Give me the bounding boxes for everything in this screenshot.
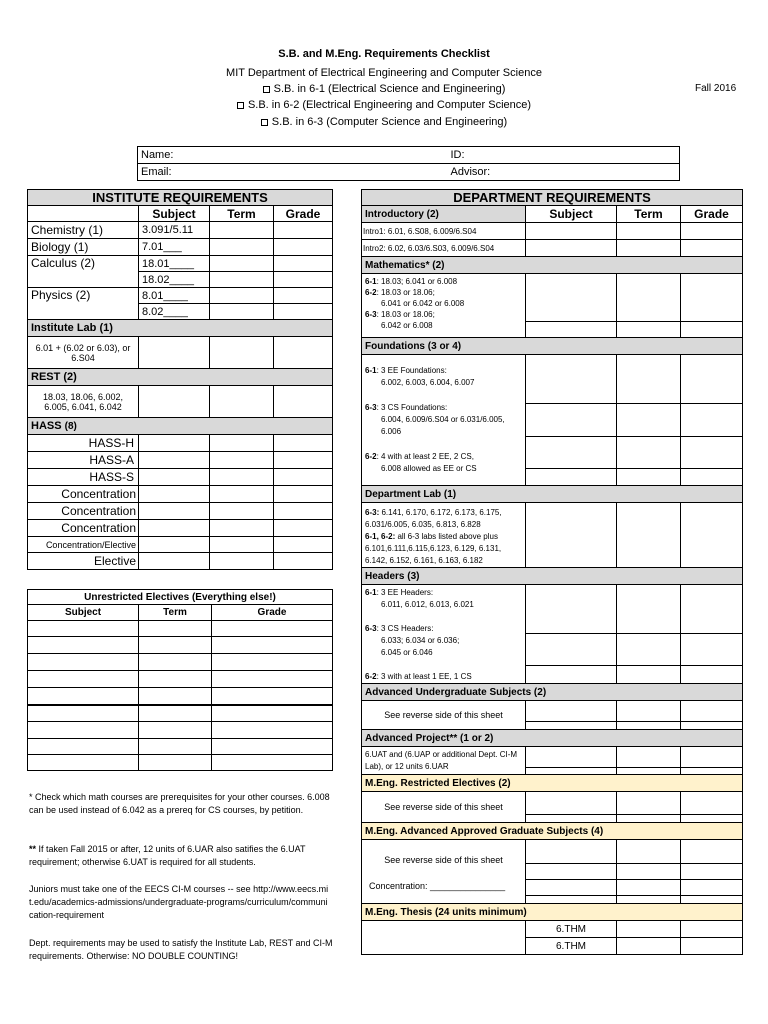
- term-cell[interactable]: [210, 304, 274, 320]
- meng-restricted-heading: M.Eng. Restricted Electives (2): [362, 775, 743, 792]
- col-subject: Subject: [526, 206, 617, 223]
- subject-cell[interactable]: [526, 503, 617, 568]
- intro1-label: Intro1: 6.01, 6.S08, 6.009/6.S04: [362, 223, 526, 240]
- advisor-field[interactable]: Advisor:: [448, 164, 680, 181]
- term-cell[interactable]: [617, 503, 681, 568]
- foundation-term-cells[interactable]: [617, 355, 681, 486]
- term-cell[interactable]: [139, 637, 212, 654]
- term-cell[interactable]: [139, 722, 212, 739]
- email-field[interactable]: Email:: [138, 164, 448, 181]
- term-cell[interactable]: [139, 654, 212, 671]
- subject-cell[interactable]: 18.02____: [139, 272, 210, 288]
- term-cell[interactable]: [210, 503, 274, 520]
- subject-cell[interactable]: [28, 621, 139, 637]
- meng-thesis-heading: M.Eng. Thesis (24 units minimum): [362, 904, 743, 921]
- header-grade-cells[interactable]: [681, 585, 743, 684]
- subject-cell[interactable]: [139, 486, 210, 503]
- col-grade: Grade: [681, 206, 743, 223]
- proj-term-cells[interactable]: [617, 747, 681, 775]
- meng-advanced-heading: M.Eng. Advanced Approved Graduate Subjects (4): [362, 823, 743, 840]
- grade-cell[interactable]: [274, 288, 333, 304]
- see-reverse-note: See reverse side of this sheet: [362, 792, 526, 823]
- grade-cell[interactable]: [274, 256, 333, 272]
- grade-cell[interactable]: [274, 452, 333, 469]
- col-term: Term: [210, 206, 274, 222]
- institute-lab-heading: Institute Lab (1): [28, 320, 333, 337]
- subject-cell[interactable]: 7.01___: [139, 239, 210, 256]
- grade-cell[interactable]: [212, 671, 333, 688]
- subject-cell[interactable]: [139, 537, 210, 553]
- grade-cell[interactable]: [212, 722, 333, 739]
- headers-heading: Headers (3): [362, 568, 743, 585]
- term-cell[interactable]: [210, 452, 274, 469]
- term-label: Fall 2016: [695, 83, 737, 94]
- term-cell[interactable]: [210, 537, 274, 553]
- unrestricted-heading: Unrestricted Electives (Everything else!): [28, 590, 333, 605]
- foundation-grade-cells[interactable]: [681, 355, 743, 486]
- header-options: 6-1: 3 EE Headers: 6.011, 6.012, 6.013, 6.021 6-3: 3 CS Headers: 6.033; 6.034 or 6.036; 6.045 or 6.046 6-2: 3 with at least 1 EE, 1 CS: [362, 585, 526, 684]
- student-info-table: [137, 146, 680, 181]
- physics-label: Physics (2): [28, 288, 139, 320]
- grade-cell[interactable]: [212, 755, 333, 771]
- grade-cell[interactable]: [681, 938, 743, 955]
- subject-cell[interactable]: 8.01____: [139, 288, 210, 304]
- adv-term-cells[interactable]: [617, 701, 681, 730]
- grade-cell[interactable]: [274, 272, 333, 288]
- option-label: S.B. in 6-3 (Computer Science and Engineering): [271, 116, 508, 128]
- grade-cell[interactable]: [212, 739, 333, 755]
- option-6-2: [0, 99, 768, 111]
- grade-cell[interactable]: [274, 222, 333, 239]
- checkbox-icon[interactable]: [263, 86, 270, 93]
- col-subject: Subject: [139, 206, 210, 222]
- thesis-subject[interactable]: 6.THM: [526, 938, 617, 955]
- grade-cell[interactable]: [212, 621, 333, 637]
- intro2-label: Intro2: 6.02, 6.03/6.S03, 6.009/6.S04: [362, 240, 526, 257]
- subject-cell[interactable]: 3.091/5.11: [139, 222, 210, 239]
- aag-grade-cells[interactable]: [681, 840, 743, 904]
- subject-cell[interactable]: [139, 553, 210, 570]
- col-term: Term: [139, 605, 212, 621]
- department-heading: DEPARTMENT REQUIREMENTS: [362, 190, 743, 206]
- note-cim: Juniors must take one of the EECS CI-M courses -- see http://www.eecs.mit.edu/academics-admissions/undergraduate-programs/curriculum/communication-requirement: [29, 884, 329, 920]
- grade-cell[interactable]: [212, 654, 333, 671]
- subject-cell[interactable]: [28, 739, 139, 755]
- hass-row-label: HASS-H: [28, 435, 139, 452]
- term-cell[interactable]: [139, 621, 212, 637]
- subject-cell[interactable]: [526, 223, 617, 240]
- aag-subject-cells[interactable]: [526, 840, 617, 904]
- thesis-subject[interactable]: 6.THM: [526, 921, 617, 938]
- advanced-undergrad-heading: Advanced Undergraduate Subjects (2): [362, 684, 743, 701]
- foundation-subject-cells[interactable]: [526, 355, 617, 486]
- grade-cell[interactable]: [212, 688, 333, 705]
- rest-note: 18.03, 18.06, 6.002, 6.005, 6.041, 6.042: [28, 386, 139, 418]
- term-cell[interactable]: [210, 272, 274, 288]
- grade-cell[interactable]: [274, 386, 333, 418]
- subject-cell[interactable]: [139, 452, 210, 469]
- department-requirements-table: [361, 189, 743, 955]
- term-cell[interactable]: [617, 240, 681, 257]
- subject-cell[interactable]: [28, 755, 139, 771]
- term-cell[interactable]: [139, 688, 212, 705]
- term-cell[interactable]: [210, 469, 274, 486]
- subject-cell[interactable]: [139, 520, 210, 537]
- term-cell[interactable]: [139, 739, 212, 755]
- grade-cell[interactable]: [274, 503, 333, 520]
- grade-cell[interactable]: [274, 239, 333, 256]
- math-options: 6-1: 18.03; 6.041 or 6.008 6-2: 18.03 or 18.06; 6.041 or 6.042 or 6.008 6-3: 18.03 or 18.06; 6.042 or 6.008: [362, 274, 526, 338]
- term-cell[interactable]: [139, 705, 212, 722]
- institute-requirements-table: [27, 189, 333, 570]
- col-grade: Grade: [212, 605, 333, 621]
- hass-row-label: HASS-S: [28, 469, 139, 486]
- term-cell[interactable]: [139, 671, 212, 688]
- aag-term-cells[interactable]: [617, 840, 681, 904]
- hass-row-label: HASS-A: [28, 452, 139, 469]
- col-subject: Subject: [28, 605, 139, 621]
- option-label: S.B. in 6-2 (Electrical Engineering and Computer Science): [247, 99, 532, 111]
- note-math: * Check which math courses are prerequisites for your other courses. 6.008 can be used instead of 6.042 as a prereq for CS courses, by petition.: [29, 792, 330, 815]
- grade-cell[interactable]: [274, 537, 333, 553]
- math-subject-cells[interactable]: [526, 274, 617, 338]
- term-cell[interactable]: [617, 223, 681, 240]
- note-double-counting: Dept. requirements may be used to satisfy the Institute Lab, REST and CI-M requirements. Otherwise: NO DOUBLE COUNTING!: [29, 938, 333, 961]
- proj-subject-cells[interactable]: [526, 747, 617, 775]
- see-reverse-note: See reverse side of this sheet: [362, 701, 526, 730]
- subject-cell[interactable]: [28, 637, 139, 654]
- header-subject-cells[interactable]: [526, 585, 617, 684]
- introductory-heading: Introductory (2): [362, 206, 526, 223]
- subject-cell[interactable]: [28, 671, 139, 688]
- mathematics-heading: Mathematics* (2): [362, 257, 743, 274]
- re-term-cells[interactable]: [617, 792, 681, 823]
- rest-heading: REST (2): [28, 369, 333, 386]
- term-cell[interactable]: [210, 386, 274, 418]
- foundations-heading: Foundations (3 or 4): [362, 338, 743, 355]
- subject-cell[interactable]: [139, 337, 210, 369]
- hass-heading: HASS (8): [28, 418, 333, 435]
- subject-cell[interactable]: 8.02____: [139, 304, 210, 320]
- grade-cell[interactable]: [274, 520, 333, 537]
- subject-cell[interactable]: [28, 654, 139, 671]
- option-6-1: [0, 83, 768, 95]
- subject-cell[interactable]: [139, 435, 210, 452]
- grade-cell[interactable]: [274, 337, 333, 369]
- math-grade-cells[interactable]: [681, 274, 743, 338]
- term-cell[interactable]: [210, 486, 274, 503]
- term-cell[interactable]: [210, 256, 274, 272]
- term-cell[interactable]: [210, 520, 274, 537]
- name-field[interactable]: Name:: [138, 147, 448, 164]
- term-cell[interactable]: [617, 938, 681, 955]
- hass-row-label: Concentration: [28, 503, 139, 520]
- term-cell[interactable]: [617, 921, 681, 938]
- advanced-project-heading: Advanced Project** (1 or 2): [362, 730, 743, 747]
- subject-cell[interactable]: [139, 386, 210, 418]
- lab-note: 6.01 + (6.02 or 6.03), or 6.S04: [28, 337, 139, 369]
- grade-cell[interactable]: [212, 637, 333, 654]
- subject-cell[interactable]: [139, 503, 210, 520]
- option-label: S.B. in 6-1 (Electrical Science and Engineering): [273, 83, 506, 95]
- subject-cell[interactable]: 18.01____: [139, 256, 210, 272]
- math-term-cells[interactable]: [617, 274, 681, 338]
- aag-notes: See reverse side of this sheet Concentration: _______________: [362, 840, 526, 904]
- grade-cell[interactable]: [681, 921, 743, 938]
- option-6-3: [0, 116, 768, 128]
- checkbox-icon[interactable]: [237, 102, 244, 109]
- subject-cell[interactable]: [526, 240, 617, 257]
- grade-cell[interactable]: [212, 705, 333, 722]
- biology-label: Biology (1): [28, 239, 139, 256]
- term-cell[interactable]: [210, 435, 274, 452]
- subject-cell[interactable]: [28, 688, 139, 705]
- grade-cell[interactable]: [274, 435, 333, 452]
- unrestricted-electives-table: [27, 589, 333, 771]
- project-note: 6.UAT and (6.UAP or additional Dept. CI-M Lab), or 12 units 6.UAR: [362, 747, 526, 775]
- hass-row-label: Elective: [28, 553, 139, 570]
- grade-cell[interactable]: [274, 486, 333, 503]
- hass-row-label: Concentration/Elective: [28, 537, 139, 553]
- calculus-label: Calculus (2): [28, 256, 139, 288]
- grade-cell[interactable]: [274, 304, 333, 320]
- term-cell[interactable]: [210, 239, 274, 256]
- grade-cell[interactable]: [681, 503, 743, 568]
- grade-cell[interactable]: [274, 469, 333, 486]
- term-cell[interactable]: [210, 288, 274, 304]
- lab-options: 6-3: 6.141, 6.170, 6.172, 6.173, 6.175, 6.031/6.005, 6.035, 6.813, 6.828 6-1, 6-2: all 6-3 labs listed above plus 6.101,6.111,6.115,6.123, 6.129, 6.131, 6.142, 6.152, 6.161, 6.163, 6.182: [362, 503, 526, 568]
- chemistry-label: Chemistry (1): [28, 222, 139, 239]
- grade-cell[interactable]: [681, 240, 743, 257]
- note-uat: ** If taken Fall 2015 or after, 12 units of 6.UAR also satifies the 6.UAT requirement; otherwise 6.UAT is required for all students.: [29, 844, 306, 867]
- department-lab-heading: Department Lab (1): [362, 486, 743, 503]
- subject-cell[interactable]: [139, 469, 210, 486]
- subject-cell[interactable]: [28, 722, 139, 739]
- page-title: S.B. and M.Eng. Requirements Checklist: [278, 48, 490, 60]
- grade-cell[interactable]: [681, 223, 743, 240]
- header-term-cells[interactable]: [617, 585, 681, 684]
- term-cell[interactable]: [210, 553, 274, 570]
- institute-heading: INSTITUTE REQUIREMENTS: [28, 190, 333, 206]
- hass-row-label: Concentration: [28, 520, 139, 537]
- adv-subject-cells[interactable]: [526, 701, 617, 730]
- re-grade-cells[interactable]: [681, 792, 743, 823]
- term-cell[interactable]: [139, 755, 212, 771]
- foundation-options: 6-1: 3 EE Foundations: 6.002, 6.003, 6.004, 6.007 6-3: 3 CS Foundations: 6.004, 6.009/6.S04 or 6.031/6.005, 6.006 6-2: 4 with at least 2 EE, 2 CS, 6.008 allowed as EE or CS: [362, 355, 526, 486]
- checkbox-icon[interactable]: [261, 119, 268, 126]
- term-cell[interactable]: [210, 222, 274, 239]
- proj-grade-cells[interactable]: [681, 747, 743, 775]
- dept-name: MIT Department of Electrical Engineering and Computer Science: [226, 67, 542, 79]
- id-field[interactable]: ID:: [448, 147, 680, 164]
- col-grade: Grade: [274, 206, 333, 222]
- col-term: Term: [617, 206, 681, 223]
- re-subject-cells[interactable]: [526, 792, 617, 823]
- term-cell[interactable]: [210, 337, 274, 369]
- adv-grade-cells[interactable]: [681, 701, 743, 730]
- subject-cell[interactable]: [28, 705, 139, 722]
- grade-cell[interactable]: [274, 553, 333, 570]
- hass-row-label: Concentration: [28, 486, 139, 503]
